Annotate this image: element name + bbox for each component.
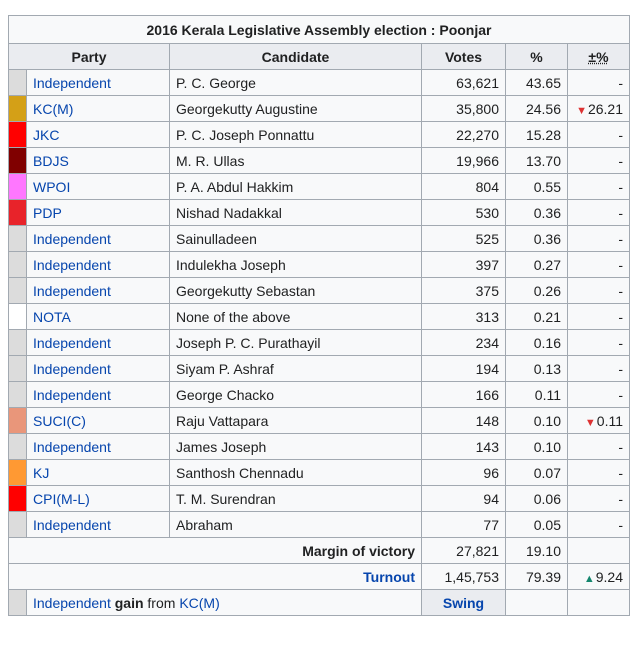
- change-cell: [568, 486, 630, 512]
- change-cell: [568, 70, 630, 96]
- votes-cell: 525: [422, 226, 506, 252]
- turnout-change: [568, 564, 630, 590]
- result-row: [9, 278, 630, 304]
- party-link[interactable]: Independent: [33, 386, 111, 403]
- gain-word: gain: [114, 594, 144, 611]
- change-cell: [568, 434, 630, 460]
- change-value: -: [618, 178, 623, 195]
- results-body: [9, 70, 630, 538]
- candidate-name: None of the above: [170, 304, 422, 330]
- margin-change: [568, 538, 630, 564]
- party-link[interactable]: Independent: [33, 516, 111, 533]
- decrease-arrow-icon: ▼: [576, 104, 587, 117]
- percent-cell: 0.10: [506, 434, 568, 460]
- result-row: [9, 356, 630, 382]
- votes-cell: 397: [422, 252, 506, 278]
- candidate-name: Joseph P. C. Purathayil: [170, 330, 422, 356]
- change-cell: [568, 512, 630, 538]
- candidate-name: Santhosh Chennadu: [170, 460, 422, 486]
- candidate-name: Georgekutty Sebastan: [170, 278, 422, 304]
- result-row: [9, 434, 630, 460]
- percent-cell: 15.28: [506, 122, 568, 148]
- percent-cell: 0.36: [506, 226, 568, 252]
- change-cell: [568, 304, 630, 330]
- change-cell: [568, 200, 630, 226]
- header-votes: Votes: [422, 44, 506, 70]
- percent-cell: 0.26: [506, 278, 568, 304]
- votes-cell: 94: [422, 486, 506, 512]
- votes-cell: 63,621: [422, 70, 506, 96]
- votes-cell: 804: [422, 174, 506, 200]
- election-results-table: [8, 15, 630, 616]
- votes-cell: 22,270: [422, 122, 506, 148]
- margin-row: [9, 538, 630, 564]
- margin-percent: 19.10: [506, 538, 568, 564]
- margin-label: Margin of victory: [9, 538, 422, 564]
- party-link[interactable]: Independent: [33, 230, 111, 247]
- result-row: [9, 330, 630, 356]
- percent-cell: 0.36: [506, 200, 568, 226]
- result-row: [9, 304, 630, 330]
- percent-cell: 0.07: [506, 460, 568, 486]
- change-abbr[interactable]: ±%: [588, 48, 609, 65]
- party-color-swatch: [9, 252, 27, 278]
- change-value: -: [618, 438, 623, 455]
- change-cell: [568, 226, 630, 252]
- result-row: [9, 96, 630, 122]
- gain-party-link[interactable]: Independent: [33, 594, 111, 611]
- change-value: -: [618, 464, 623, 481]
- turnout-votes: 1,45,753: [422, 564, 506, 590]
- votes-cell: 96: [422, 460, 506, 486]
- party-color-swatch: [9, 70, 27, 96]
- votes-cell: 77: [422, 512, 506, 538]
- party-color-swatch: [9, 356, 27, 382]
- percent-cell: 0.21: [506, 304, 568, 330]
- change-value: 26.21: [587, 100, 623, 117]
- swing-change: [568, 590, 630, 616]
- increase-arrow-icon: ▲: [583, 572, 595, 585]
- margin-votes: 27,821: [422, 538, 506, 564]
- candidate-name: M. R. Ullas: [170, 148, 422, 174]
- change-value: -: [618, 230, 623, 247]
- change-value: -: [618, 490, 623, 507]
- party-color-swatch: [9, 460, 27, 486]
- table-caption: 2016 Kerala Legislative Assembly election : Poonjar: [9, 16, 630, 44]
- party-color-swatch: [9, 174, 27, 200]
- party-color-swatch: [9, 148, 27, 174]
- percent-cell: 0.55: [506, 174, 568, 200]
- header-party: Party: [9, 44, 170, 70]
- party-color-swatch: [9, 486, 27, 512]
- result-row: [9, 408, 630, 434]
- party-color-swatch: [9, 278, 27, 304]
- party-link[interactable]: PDP: [33, 204, 62, 221]
- party-color-swatch: [9, 434, 27, 460]
- from-party-link[interactable]: KC(M): [179, 594, 220, 611]
- party-link[interactable]: BDJS: [33, 152, 69, 169]
- candidate-name: T. M. Surendran: [170, 486, 422, 512]
- party-link[interactable]: Independent: [33, 256, 111, 273]
- votes-cell: 194: [422, 356, 506, 382]
- gain-text: [27, 590, 422, 616]
- party-color-swatch: [9, 408, 27, 434]
- party-color-swatch: [9, 590, 27, 616]
- percent-cell: 0.27: [506, 252, 568, 278]
- percent-cell: 13.70: [506, 148, 568, 174]
- candidate-name: Siyam P. Ashraf: [170, 356, 422, 382]
- result-row: [9, 200, 630, 226]
- result-row: [9, 252, 630, 278]
- header-percent: %: [506, 44, 568, 70]
- result-row: [9, 122, 630, 148]
- votes-cell: 530: [422, 200, 506, 226]
- change-value: 0.11: [596, 412, 623, 429]
- change-value: -: [618, 282, 623, 299]
- result-row: [9, 486, 630, 512]
- change-value: -: [618, 360, 623, 377]
- party-color-swatch: [9, 512, 27, 538]
- change-cell: [568, 460, 630, 486]
- from-word: from: [147, 594, 176, 611]
- change-value: -: [618, 308, 623, 325]
- candidate-name: James Joseph: [170, 434, 422, 460]
- party-link[interactable]: SUCI(C): [33, 412, 86, 429]
- percent-cell: 0.06: [506, 486, 568, 512]
- turnout-change-value: 9.24: [595, 568, 623, 585]
- votes-cell: 143: [422, 434, 506, 460]
- swing-percent: [506, 590, 568, 616]
- turnout-row: [9, 564, 630, 590]
- votes-cell: 234: [422, 330, 506, 356]
- change-value: -: [618, 126, 623, 143]
- percent-cell: 0.16: [506, 330, 568, 356]
- votes-cell: 313: [422, 304, 506, 330]
- candidate-name: Nishad Nadakkal: [170, 200, 422, 226]
- change-cell: [568, 174, 630, 200]
- change-value: -: [618, 152, 623, 169]
- gain-row: [9, 590, 630, 616]
- candidate-name: George Chacko: [170, 382, 422, 408]
- party-link[interactable]: WPOI: [33, 178, 71, 195]
- change-cell: [568, 148, 630, 174]
- change-value: -: [618, 256, 623, 273]
- party-color-swatch: [9, 122, 27, 148]
- party-link[interactable]: Independent: [33, 360, 111, 377]
- result-row: [9, 174, 630, 200]
- party-link[interactable]: Independent: [33, 438, 111, 455]
- percent-cell: 0.11: [506, 382, 568, 408]
- party-link[interactable]: KJ: [33, 464, 50, 481]
- candidate-name: Indulekha Joseph: [170, 252, 422, 278]
- change-value: -: [618, 334, 623, 351]
- change-value: -: [618, 204, 623, 221]
- candidate-name: P. C. George: [170, 70, 422, 96]
- party-color-swatch: [9, 330, 27, 356]
- party-link[interactable]: NOTA: [33, 308, 71, 325]
- result-row: [9, 382, 630, 408]
- candidate-name: Raju Vattapara: [170, 408, 422, 434]
- result-row: [9, 226, 630, 252]
- votes-cell: 148: [422, 408, 506, 434]
- party-color-swatch: [9, 96, 27, 122]
- change-value: -: [618, 386, 623, 403]
- party-link[interactable]: Independent: [33, 334, 111, 351]
- result-row: [9, 460, 630, 486]
- party-link[interactable]: JKC: [33, 126, 60, 143]
- party-color-swatch: [9, 304, 27, 330]
- party-link[interactable]: Independent: [33, 282, 111, 299]
- party-color-swatch: [9, 200, 27, 226]
- votes-cell: 35,800: [422, 96, 506, 122]
- change-cell: [568, 122, 630, 148]
- percent-cell: 43.65: [506, 70, 568, 96]
- percent-cell: 0.10: [506, 408, 568, 434]
- change-cell: [568, 278, 630, 304]
- candidate-name: P. C. Joseph Ponnattu: [170, 122, 422, 148]
- turnout-percent: 79.39: [506, 564, 568, 590]
- turnout-link[interactable]: Turnout: [363, 568, 415, 585]
- votes-cell: 375: [422, 278, 506, 304]
- votes-cell: 19,966: [422, 148, 506, 174]
- change-cell: [568, 330, 630, 356]
- percent-cell: 0.05: [506, 512, 568, 538]
- change-value: -: [618, 516, 623, 533]
- candidate-name: Sainulladeen: [170, 226, 422, 252]
- result-row: [9, 148, 630, 174]
- change-cell: [568, 408, 630, 434]
- percent-cell: 24.56: [506, 96, 568, 122]
- change-cell: [568, 382, 630, 408]
- candidate-name: Georgekutty Augustine: [170, 96, 422, 122]
- change-cell: [568, 356, 630, 382]
- party-link[interactable]: CPI(M-L): [33, 490, 90, 507]
- swing-link[interactable]: Swing: [442, 594, 485, 611]
- result-row: [9, 70, 630, 96]
- party-color-swatch: [9, 226, 27, 252]
- candidate-name: P. A. Abdul Hakkim: [170, 174, 422, 200]
- decrease-arrow-icon: ▼: [584, 416, 596, 429]
- change-cell: [568, 252, 630, 278]
- header-change[interactable]: [568, 44, 630, 70]
- candidate-name: Abraham: [170, 512, 422, 538]
- percent-cell: 0.13: [506, 356, 568, 382]
- party-link[interactable]: KC(M): [33, 100, 74, 117]
- change-cell: [568, 96, 630, 122]
- header-candidate: Candidate: [170, 44, 422, 70]
- votes-cell: 166: [422, 382, 506, 408]
- party-link[interactable]: Independent: [33, 74, 111, 91]
- result-row: [9, 512, 630, 538]
- change-value: -: [618, 74, 623, 91]
- party-color-swatch: [9, 382, 27, 408]
